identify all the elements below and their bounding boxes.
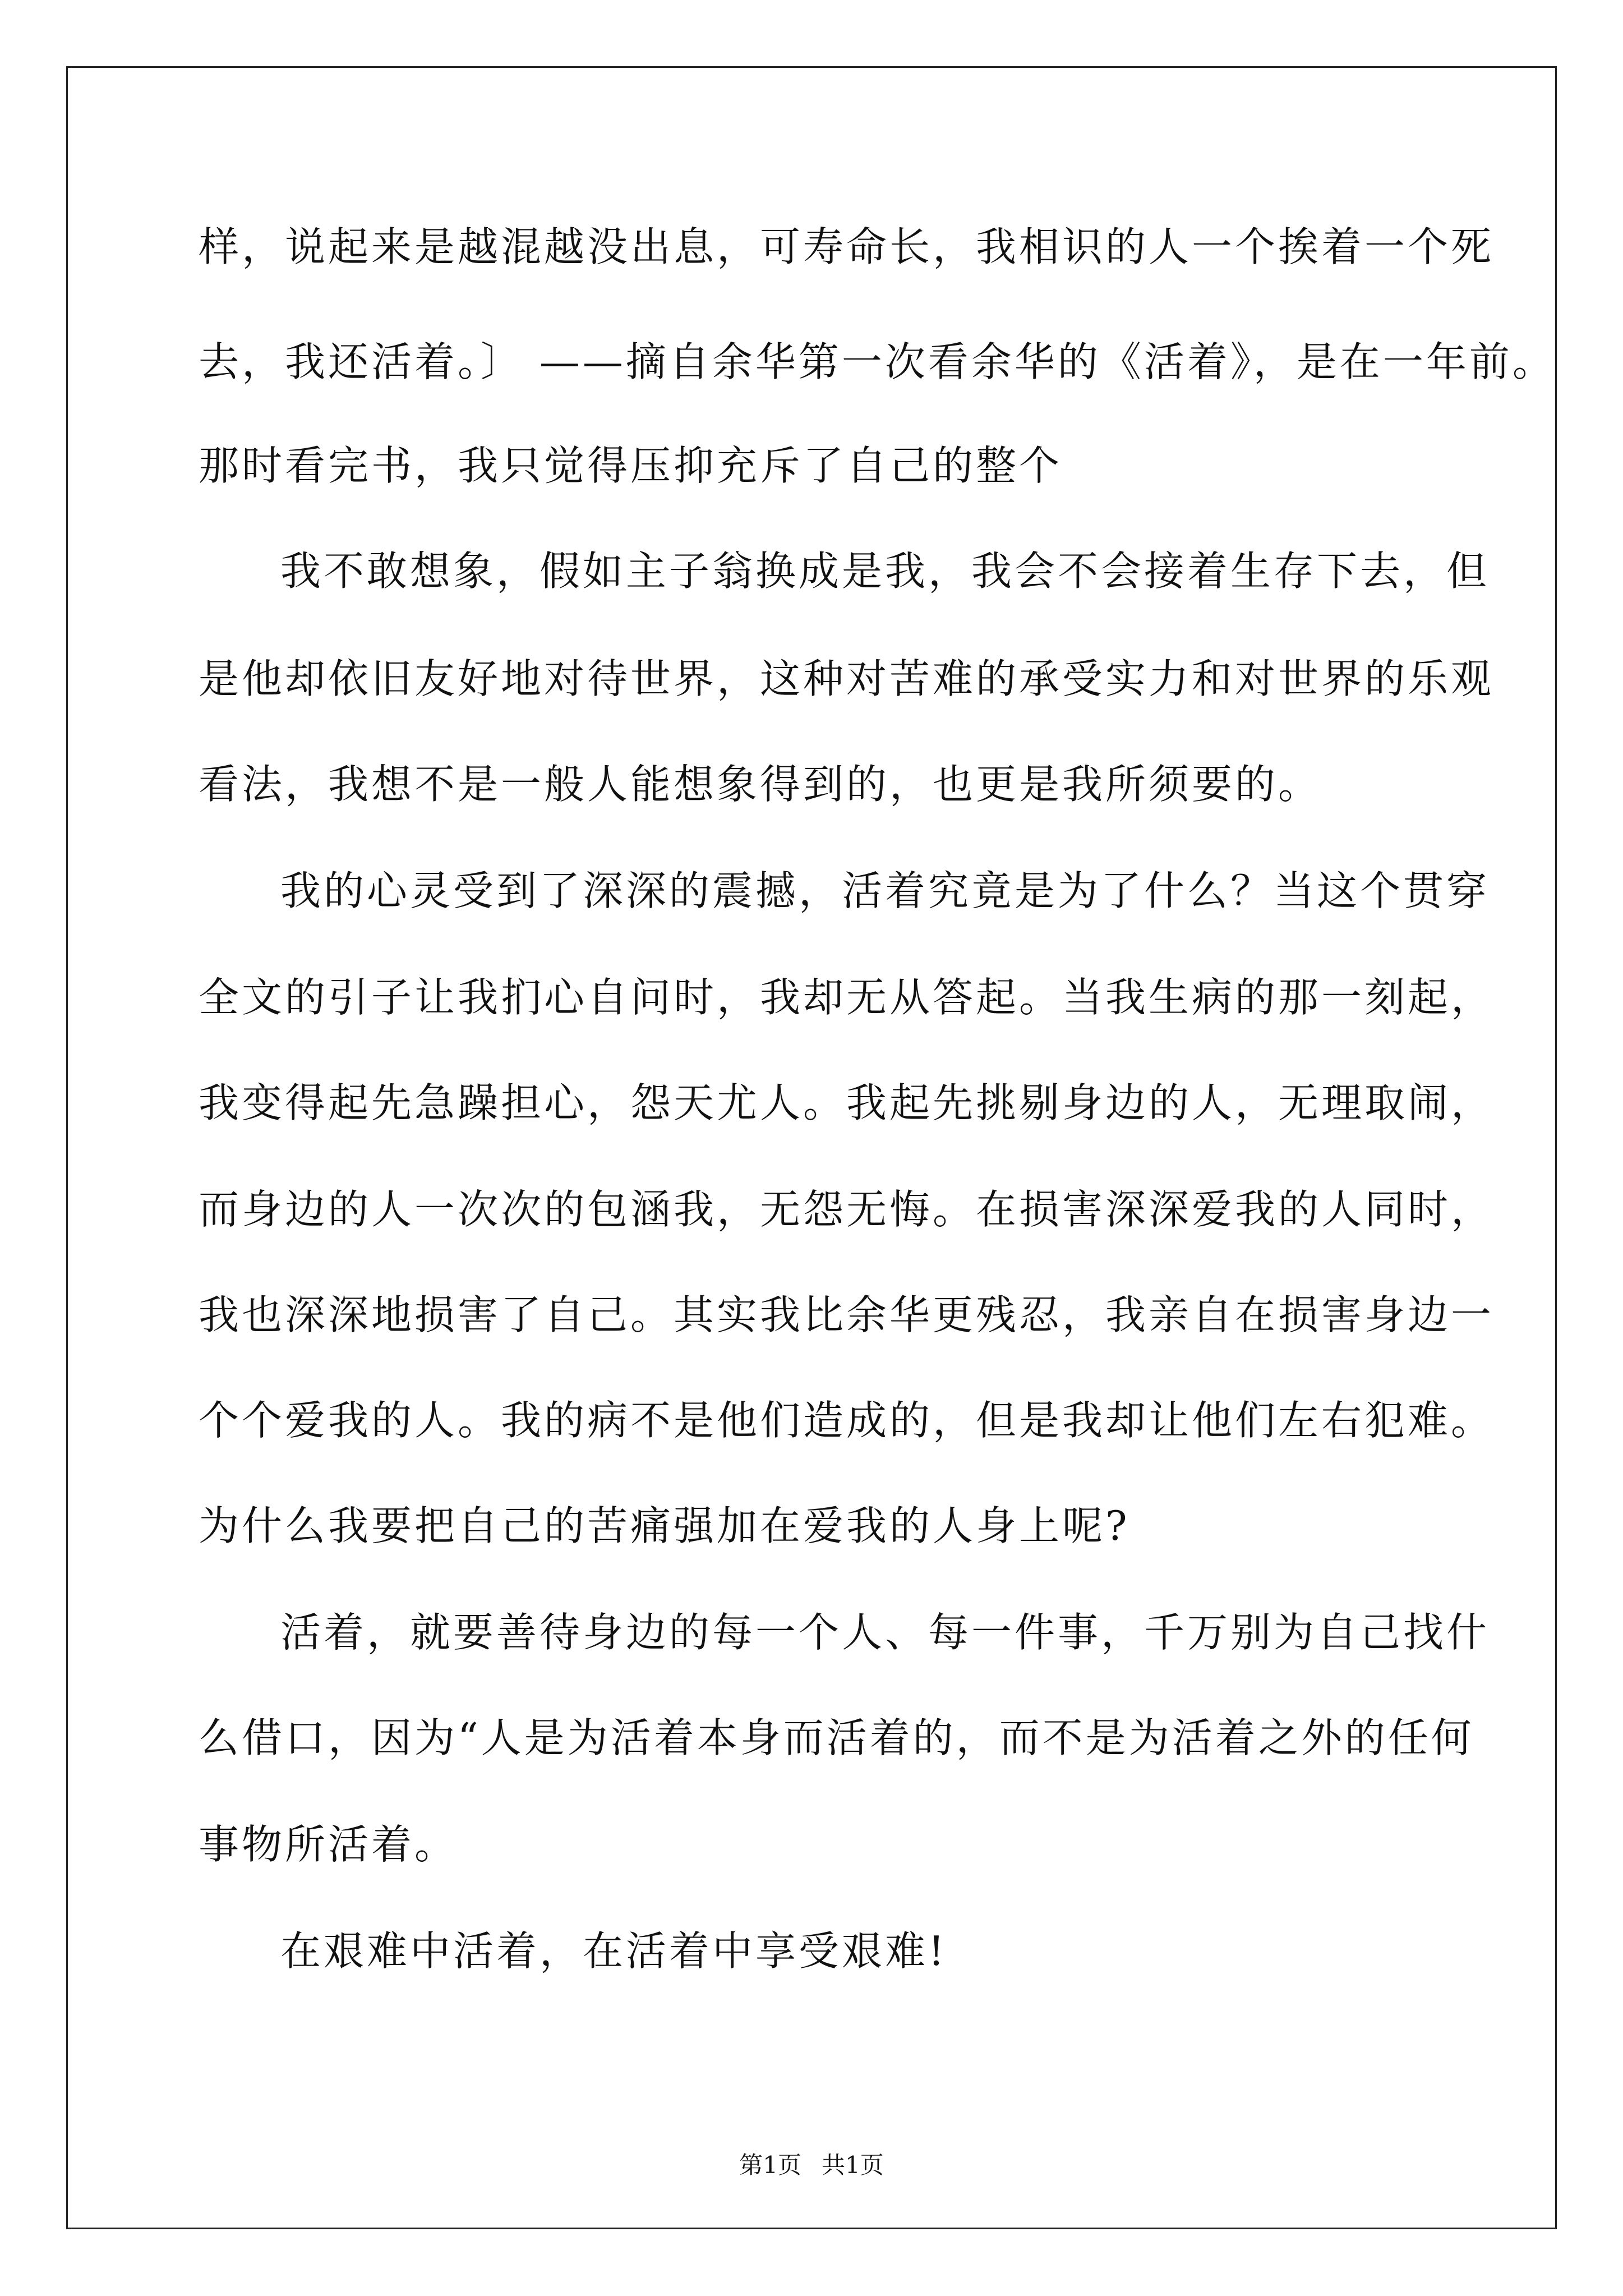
text-line: 我的心灵受到了深深的震撼，活着究竟是为了什么？当这个贯穿 (280, 867, 1490, 914)
text-line: 全文的引子让我扪心自问时，我却无从答起。当我生病的那一刻起， (199, 974, 1495, 1021)
text-line: 看法，我想不是一般人能想象得到的，也更是我所须要的。 (199, 761, 1322, 808)
text-line: 我不敢想象，假如主子翁换成是我，我会不会接着生存下去，但 (280, 547, 1490, 595)
page-number-current: 第1页 (739, 2151, 801, 2179)
text-line: 那时看完书，我只觉得压抑充斥了自己的整个 (199, 442, 1063, 489)
text-line: 样，说起来是越混越没出息，可寿命长，我相识的人一个挨着一个死 (199, 223, 1495, 270)
text-line: 是他却依旧友好地对待世界，这种对苦难的承受实力和对世界的乐观 (199, 655, 1495, 702)
text-line: 个个爱我的人。我的病不是他们造成的，但是我却让他们左右犯难。 (199, 1397, 1495, 1444)
text-line: 事物所活着。 (199, 1821, 458, 1868)
text-line: 活着，就要善待身边的每一个人、每一件事，千万别为自己找什 (280, 1609, 1490, 1656)
text-line: 在艰难中活着，在活着中享受艰难! (280, 1927, 947, 1975)
text-line: 而身边的人一次次的包涵我，无怨无悔。在损害深深爱我的人同时， (199, 1186, 1495, 1233)
text-line: 么借口，因为“人是为活着本身而活着的，而不是为活着之外的任何 (199, 1714, 1474, 1761)
text-line: 我也深深地损害了自己。其实我比余华更残忍，我亲自在损害身边一 (199, 1291, 1495, 1338)
page-footer (0, 2148, 1623, 2182)
text-line: 为什么我要把自己的苦痛强加在爱我的人身上呢? (199, 1502, 1130, 1549)
page-number-total: 共1页 (822, 2151, 884, 2179)
text-line: 去，我还活着。〕 ——摘自余华第一次看余华的《活着》，是在一年前。 (199, 338, 1556, 385)
page-border (66, 66, 1557, 2229)
text-line: 我变得起先急躁担心，怨天尤人。我起先挑剔身边的人，无理取闹， (199, 1079, 1495, 1126)
